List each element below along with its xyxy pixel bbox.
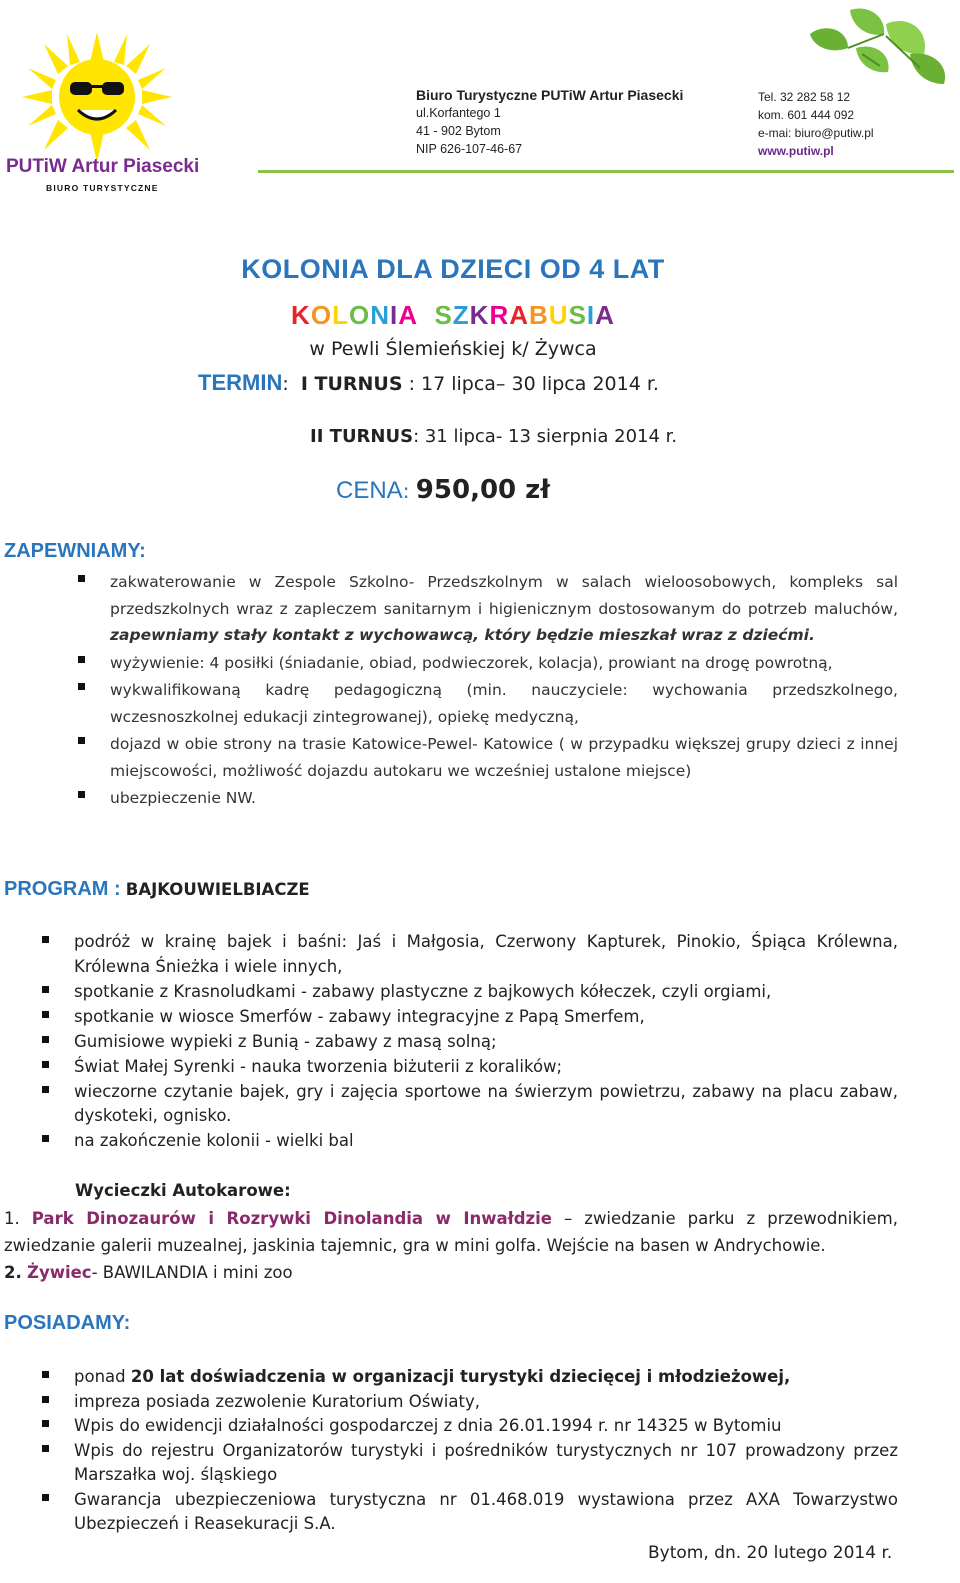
pos-item1-pre: ponad [74, 1367, 131, 1386]
termin-label: TERMIN [198, 370, 283, 395]
program-item: Gumisiowe wypieki z Bunią - zabawy z masą solną; [40, 1030, 898, 1055]
sun-logo-icon [22, 32, 172, 162]
turn2-dates: : 31 lipca- 13 sierpnia 2014 r. [413, 426, 678, 447]
company-city: 41 - 902 Bytom [416, 124, 501, 138]
logo-text [6, 156, 199, 178]
section-heading-zapewniamy: ZAPEWNIAMY: [4, 540, 146, 562]
turn1-dates: : 17 lipca– 30 lipca 2014 r. [402, 373, 659, 395]
list-item: Gwarancja ubezpieczeniowa turystyczna nr 01.468.019 wystawiona przez AXA Towarzystwo Ubezpieczeń i Reasekuracji S.A. [40, 1488, 898, 1537]
program-item: spotkanie z Krasnoludkami - zabawy plastyczne z bajkowych kółeczek, czyli orgiami, [40, 980, 898, 1005]
zap-item1-emphasis: zapewniamy stały kontakt z wychowawcą, który będzie mieszkał wraz z dziećmi. [110, 626, 815, 644]
list-item: wyżywienie: 4 posiłki (śniadanie, obiad, podwieczorek, kolacja), prowiant na drogę powrotną, [76, 650, 898, 677]
program-list [40, 930, 898, 1154]
list-item: wykwalifikowaną kadrę pedagogiczną (min. nauczyciele: wychowania przedszkolnego, wczesnoszkolnej edukacji zintegrowanej), opiekę medyczną, [76, 677, 898, 730]
header-divider [258, 170, 954, 173]
camp-name-word1: KOLONIA [291, 300, 418, 330]
camp-name [0, 300, 906, 331]
logo-subtitle: BIURO TURYSTYCZNE [46, 183, 159, 193]
trip2-number: 2. [4, 1263, 22, 1282]
trip1-name: Park Dinozaurów i Rozrywki Dinolandia w Inwałdzie [31, 1209, 552, 1228]
contact-info [758, 88, 874, 160]
contact-kom: kom. 601 444 092 [758, 108, 855, 122]
list-item: ubezpieczenie NW. [76, 785, 898, 812]
page-title: KOLONIA DLA DZIECI OD 4 LAT [241, 254, 665, 284]
program-label: PROGRAM : [4, 878, 121, 900]
company-nip: NIP 626-107-46-67 [416, 142, 523, 156]
program-item: na zakończenie kolonii - wielki bal [40, 1129, 898, 1154]
program-item: podróż w krainę bajek i baśni: Jaś i Małgosia, Czerwony Kapturek, Pinokio, Śpiąca Królewna, Królewna Śnieżka i wiele innych, [40, 930, 898, 979]
zap-item1-text: zakwaterowanie w Zespole Szkolno- Przedszkolnym w salach wieloosobowych, kompleks sal przedszkolnych wraz z zapleczem sanitarnym i higienicznym dostosowanym do potrzeb maluchów, [110, 573, 898, 618]
camp-name-word2: SZKRABUSIA [434, 300, 615, 330]
contact-tel: Tel. 32 282 58 12 [758, 90, 851, 104]
logo-name-part1: PUTiW [6, 156, 67, 177]
posiadamy-list [40, 1365, 898, 1537]
program-item: spotkanie w wiosce Smerfów - zabawy integracyjne z Papą Smerfem, [40, 1005, 898, 1030]
list-item [40, 1365, 898, 1390]
zapewniamy-list [76, 569, 898, 813]
camp-location: w Pewli Ślemieńskiej k/ Żywca [309, 338, 597, 360]
program-item: wieczorne czytanie bajek, gry i zajęcia sportowe na świerzym powietrzu, zabawy na placu zabaw, dyskoteki, ognisko. [40, 1080, 898, 1129]
price-line: CENA: 950,00 zł [336, 475, 550, 505]
turn1-label: I TURNUS [300, 373, 403, 395]
company-name: Biuro Turystyczne PUTiW Artur Piasecki [416, 87, 684, 103]
price-value: 950,00 zł [415, 475, 550, 505]
company-info [416, 86, 683, 158]
list-item: impreza posiada zezwolenie Kuratorium Oświaty, [40, 1390, 898, 1415]
program-heading [4, 878, 310, 901]
program-name: BAJKOUWIELBIACZE [125, 880, 310, 899]
list-item: Wpis do rejestru Organizatorów turystyki i pośredników turystycznych nr 107 prowadzony przez Marszałka woj. śląskiego [40, 1439, 898, 1488]
leaves-icon [790, 4, 956, 88]
trips-heading: Wycieczki Autokarowe: [75, 1181, 291, 1200]
turn2-line [310, 426, 677, 447]
document-date: Bytom, dn. 20 lutego 2014 r. [648, 1543, 893, 1563]
list-item: dojazd w obie strony na trasie Katowice-Pewel- Katowice ( w przypadku większej grupy dzieci z innej miejscowości, możliwość dojazdu autokaru we wcześniej ustalone miejsce) [76, 731, 898, 784]
turn2-label: II TURNUS [310, 426, 414, 447]
pos-item1-bold: 20 lat doświadczenia w organizacji turystyki dziecięcej i młodzieżowej, [130, 1367, 791, 1386]
trip2-desc: - BAWILANDIA i mini zoo [91, 1263, 293, 1282]
section-heading-posiadamy: POSIADAMY: [4, 1312, 131, 1334]
trip1-desc: – zwiedzanie parku z przewodnikiem, zwiedzanie galerii muzealnej, jaskinia tajemnic, gra w mini golfa. Wejście na basen w Andrychowie. [4, 1209, 898, 1255]
logo-name-part2: Artur Piasecki [71, 156, 200, 177]
trip2-name: Żywiec [27, 1263, 92, 1282]
contact-email[interactable]: e-mai: biuro@putiw.pl [758, 126, 874, 140]
program-item: Świat Małej Syrenki - nauka tworzenia biżuterii z koralików; [40, 1055, 898, 1080]
price-label: CENA [336, 477, 403, 504]
company-street: ul.Korfantego 1 [416, 106, 501, 120]
contact-www-link[interactable]: www.putiw.pl [758, 144, 834, 158]
trip1-number: 1. [4, 1209, 20, 1228]
list-item: Wpis do ewidencji działalności gospodarczej z dnia 26.01.1994 r. nr 14325 w Bytomiu [40, 1414, 898, 1439]
trips-text [4, 1205, 898, 1286]
list-item [76, 569, 898, 649]
termin-line: TERMIN: I TURNUS : 17 lipca– 30 lipca 2014 r. [198, 370, 659, 395]
